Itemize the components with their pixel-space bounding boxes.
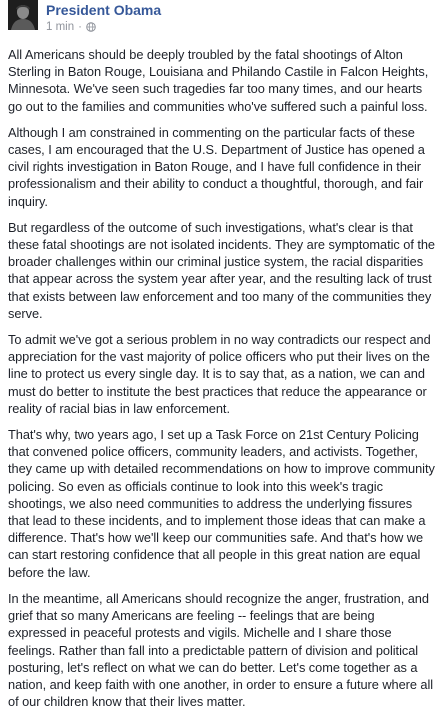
- post-author-name[interactable]: President Obama: [46, 2, 162, 18]
- post-header: [8, 0, 435, 46]
- post-paragraph: In the meantime, all Americans should recognize the anger, frustration, and grief that so many Americans are feeling -- feelings that are being expressed in peaceful protests and vigils. Michelle and I share those feelings. Rather than fall into a predictable pattern of division and political posturing, let's reflect on what we can do better. Let's come together as a nation, and keep faith with one another, in order to ensure a future where all of our children know that their lives matter.: [8, 590, 434, 710]
- post-meta: [46, 21, 96, 33]
- profile-avatar[interactable]: [8, 0, 38, 30]
- post-paragraph: To admit we've got a serious problem in no way contradicts our respect and appreciation for the vast majority of police officers who put their lives on the line to protect us every single day. It is to say that, as a nation, we can and must do better to institute the best practices that reduce the appearance or reality of racial bias in law enforcement.: [8, 332, 431, 416]
- post-paragraph: All Americans should be deeply troubled by the fatal shootings of Alton Sterling in Baton Rouge, Louisiana and Philando Castile in Falcon Heights, Minnesota. We've seen such tragedies far too many times, and our hearts go out to the families and communities who've suffered such a painful loss.: [8, 47, 429, 114]
- avatar-portrait-icon: [8, 0, 38, 30]
- post-timestamp[interactable]: 1 min: [46, 21, 75, 33]
- post-paragraph: But regardless of the outcome of such investigations, what's clear is that these fatal shootings are not isolated incidents. They are symptomatic of the broader challenges within our criminal justice system, the racial disparities that appear across the system year after year, and the resulting lack of trust that exists between law enforcement and too many of the communities they serve.: [8, 219, 435, 321]
- meta-separator: ·: [78, 21, 82, 33]
- post-paragraph: That's why, two years ago, I set up a Task Force on 21st Century Policing that convened police officers, community leaders, and activists. Together, they came up with detailed recommendations on how to improve community policing. So even as officials continue to look into this week's tragic shootings, we also need communities to address the underlying fissures that lead to these incidents, and to implement those ideas that can make a difference. That's how we'll keep our communities safe. And that's how we can start restoring confidence that all people in this great nation are equal before the law.: [8, 427, 435, 580]
- globe-icon[interactable]: [86, 22, 96, 32]
- post-body: [8, 46, 435, 710]
- post-paragraph: Although I am constrained in commenting on the particular facts of these cases, I am encouraged that the U.S. Department of Justice has opened a civil rights investigation in Baton Rouge, and I have full confidence in their professionalism and their ability to conduct a thoughtful, thorough, and fair inquiry.: [8, 124, 425, 209]
